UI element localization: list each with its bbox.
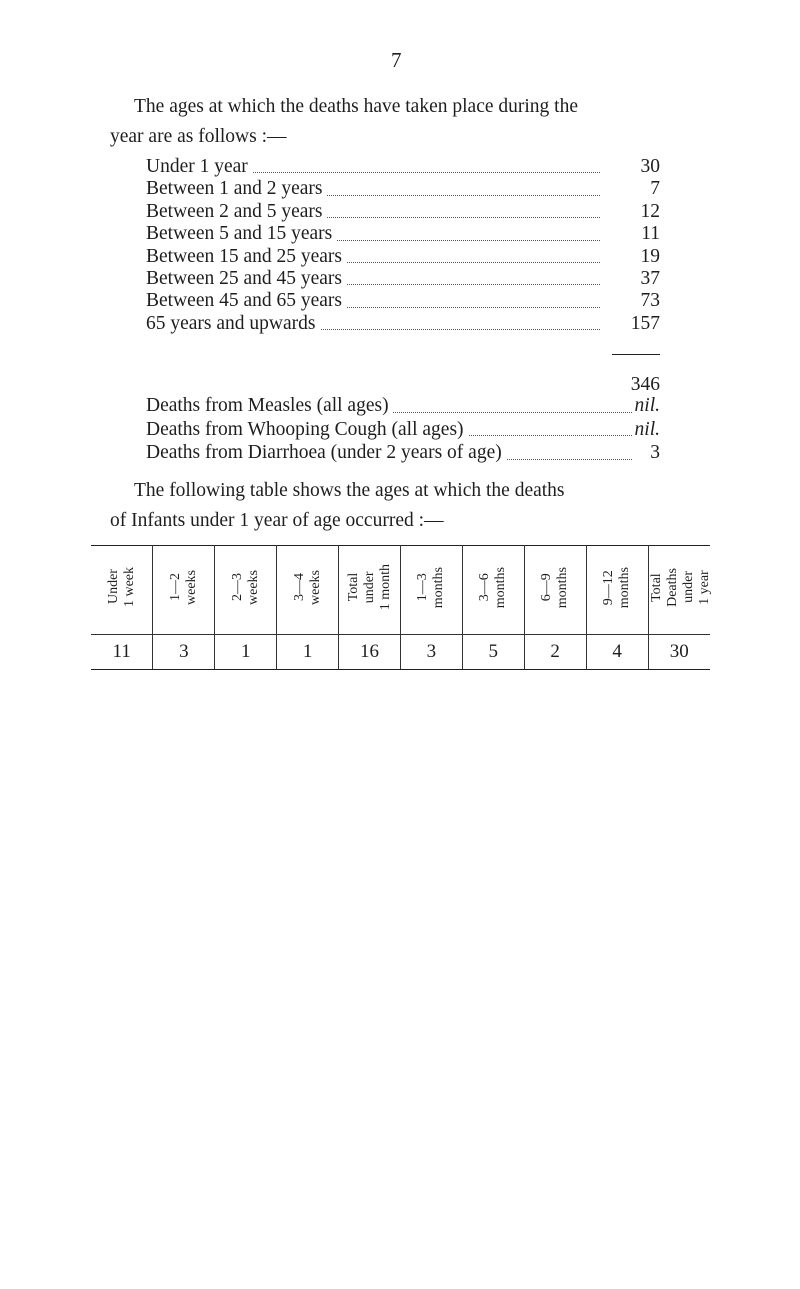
table-value-cell: 30 bbox=[648, 635, 710, 670]
table-value-cell: 3 bbox=[400, 635, 462, 670]
table-header-cell bbox=[215, 546, 277, 635]
ages-intro-line-2: year are as follows :— bbox=[110, 126, 287, 147]
table-intro-line-1: The following table shows the ages at which the deaths bbox=[134, 480, 565, 501]
table-value-cell: 5 bbox=[462, 635, 524, 670]
table-header-row bbox=[91, 546, 710, 635]
table-header-cell bbox=[153, 546, 215, 635]
table-header-cell bbox=[339, 546, 401, 635]
header-label: 2—3 weeks bbox=[229, 570, 261, 605]
total-rule bbox=[612, 354, 660, 355]
table-header-cell bbox=[91, 546, 153, 635]
age-group-value: 157 bbox=[630, 312, 660, 334]
age-group-row bbox=[146, 178, 660, 200]
table-value-cell: 1 bbox=[215, 635, 277, 670]
age-total-value: 346 bbox=[630, 374, 660, 395]
cause-label: Deaths from Whooping Cough (all ages) bbox=[146, 419, 468, 440]
age-group-label: Between 25 and 45 years bbox=[146, 268, 346, 289]
ages-intro bbox=[110, 92, 710, 152]
age-group-row bbox=[146, 223, 660, 245]
age-group-label: Between 1 and 2 years bbox=[146, 178, 327, 199]
age-group-label: Between 45 and 65 years bbox=[146, 290, 346, 311]
age-group-row bbox=[146, 246, 660, 268]
header-label: 6—9 months bbox=[539, 566, 571, 609]
table-value-row bbox=[91, 635, 710, 670]
age-group-label: Between 15 and 25 years bbox=[146, 246, 346, 267]
cause-value: nil. bbox=[634, 395, 660, 416]
table-value-cell: 4 bbox=[586, 635, 648, 670]
table-value-cell: 16 bbox=[339, 635, 401, 670]
age-group-row bbox=[146, 268, 660, 290]
cause-row bbox=[146, 418, 660, 442]
cause-label: Deaths from Diarrhoea (under 2 years of age) bbox=[146, 442, 506, 463]
cause-label: Deaths from Measles (all ages) bbox=[146, 395, 393, 416]
age-group-value: 12 bbox=[640, 200, 660, 222]
header-label: Under 1 week bbox=[105, 567, 137, 608]
age-group-value: 11 bbox=[641, 223, 660, 245]
table-value-cell: 1 bbox=[277, 635, 339, 670]
age-group-value: 7 bbox=[650, 178, 660, 200]
table-header-cell bbox=[400, 546, 462, 635]
page-number: 7 bbox=[391, 48, 402, 72]
table-value-cell: 2 bbox=[524, 635, 586, 670]
age-group-row bbox=[146, 201, 660, 223]
cause-row bbox=[146, 441, 660, 465]
header-label: 1—2 weeks bbox=[167, 570, 199, 605]
age-group-list bbox=[146, 156, 660, 395]
age-group-label: Between 2 and 5 years bbox=[146, 201, 327, 222]
cause-row bbox=[146, 394, 660, 418]
age-group-value: 73 bbox=[640, 290, 660, 312]
table-intro bbox=[110, 476, 710, 536]
age-group-row bbox=[146, 156, 660, 178]
age-group-label: Between 5 and 15 years bbox=[146, 223, 336, 244]
age-group-label: 65 years and upwards bbox=[146, 313, 320, 334]
ages-intro-line-1: The ages at which the deaths have taken place during the bbox=[134, 96, 578, 117]
header-label: 1—3 months bbox=[415, 566, 447, 609]
table-header-cell bbox=[586, 546, 648, 635]
table-header-cell bbox=[524, 546, 586, 635]
table-intro-line-2: of Infants under 1 year of age occurred :— bbox=[110, 510, 444, 531]
table-value-cell: 11 bbox=[91, 635, 153, 670]
infant-deaths-table bbox=[91, 545, 710, 670]
age-group-value: 37 bbox=[640, 267, 660, 289]
header-label: 3—6 months bbox=[477, 566, 509, 609]
age-group-label: Under 1 year bbox=[146, 156, 252, 177]
age-group-row bbox=[146, 313, 660, 335]
cause-value: 3 bbox=[650, 442, 660, 463]
age-group-value: 19 bbox=[640, 245, 660, 267]
age-group-value: 30 bbox=[640, 156, 660, 177]
cause-value: nil. bbox=[634, 418, 660, 440]
cause-list bbox=[146, 394, 660, 465]
header-label: Total under 1 month bbox=[345, 564, 393, 611]
table-value-cell: 3 bbox=[153, 635, 215, 670]
header-label: 3—4 weeks bbox=[291, 570, 323, 605]
header-label: Total Deaths under 1 year bbox=[648, 568, 712, 607]
header-label: 9—12 months bbox=[601, 566, 633, 609]
age-group-row bbox=[146, 290, 660, 312]
table-header-cell bbox=[648, 546, 710, 635]
table-header-cell bbox=[462, 546, 524, 635]
table-header-cell bbox=[277, 546, 339, 635]
